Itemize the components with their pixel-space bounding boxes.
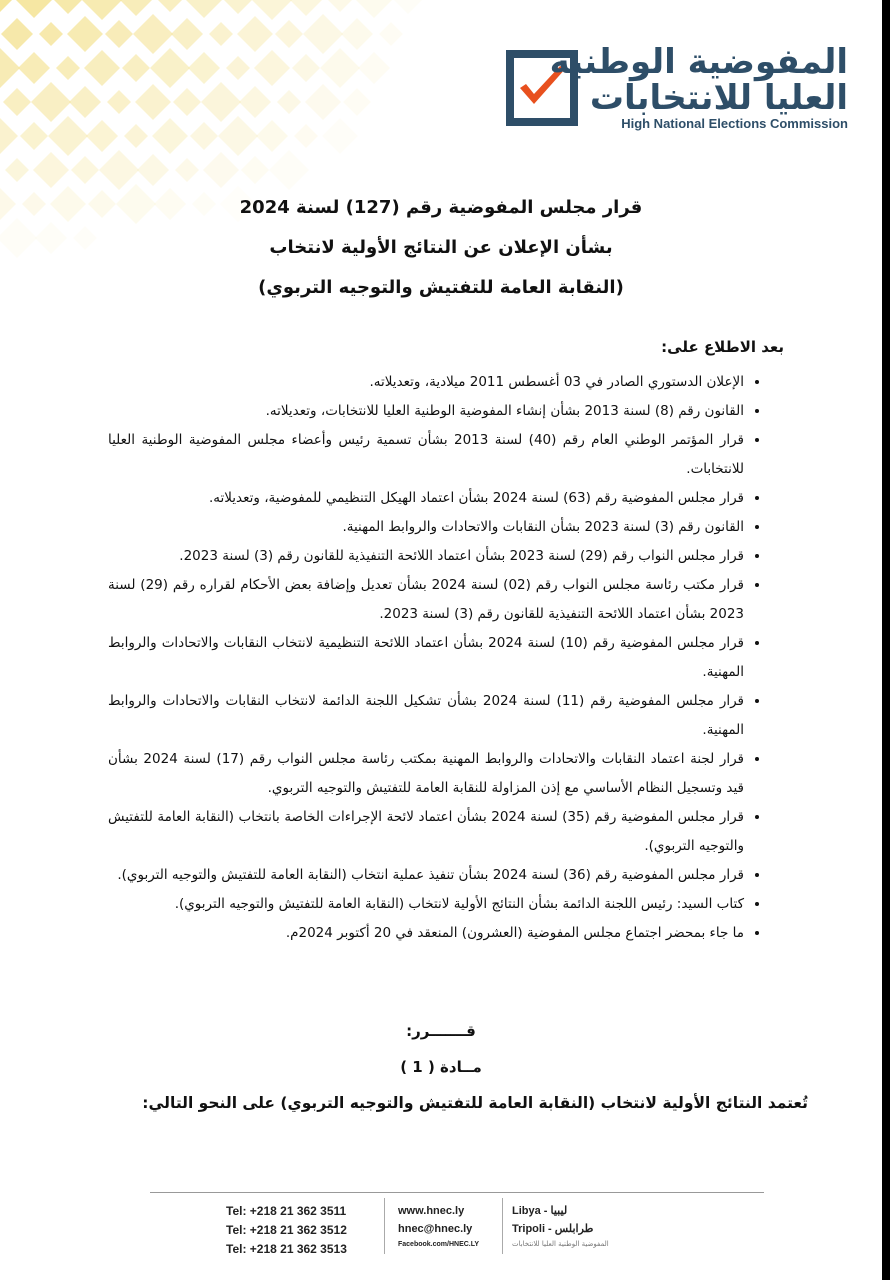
pattern-diamond [133,14,173,54]
pattern-diamond [320,48,360,88]
pattern-diamond [3,88,31,116]
pattern-diamond [122,54,150,82]
website-link[interactable]: www.hnec.ly [398,1205,465,1217]
pattern-diamond [150,48,190,88]
pattern-diamond [254,50,290,86]
pattern-diamond [269,150,309,190]
decision-heading: قـــــــرر: [406,1022,476,1040]
pattern-diamond [39,22,63,46]
pattern-diamond [5,158,29,182]
pattern-diamond [0,118,18,154]
pattern-diamond [290,0,322,16]
pattern-diamond [277,90,301,114]
pattern-diamond [305,84,341,120]
pattern-diamond [18,52,50,84]
pattern-diamond [294,124,318,148]
pattern-diamond [120,0,152,16]
list-item: • قرار مجلس المفوضية رقم (63) لسنة 2024 بشأن اعتماد الهيكل التنظيمي للمفوضية، وتعديلاته. [108,484,744,513]
pattern-diamond [186,0,222,18]
list-item: • قرار مكتب رئاسة مجلس النواب رقم (02) لسنة 2024 بشأن تعديل وإضافة بعض الأحكام لقراره رقم (29) لسنة 2023 بشأن اعتماد اللائحة التنفيذية للقانون رقم (3) لسنة 2023. [108,571,744,629]
list-item: • قرار المؤتمر الوطني العام رقم (40) لسنة 2013 بشأن تسمية رئيس وأعضاء مجلس المفوضية الوطنية العليا للانتخابات. [108,426,744,484]
pattern-diamond [394,0,422,14]
pattern-diamond [379,22,403,46]
logo-arabic-line2: العليا للانتخابات [589,78,848,118]
facebook-link[interactable]: Facebook.com/HNEC.LY [398,1241,480,1248]
list-item: • كتاب السيد: رئيس اللجنة الدائمة بشأن النتائج الأولية لانتخاب (النقابة العامة للتفتيش والتوجيه التربوي). [108,890,744,919]
pattern-diamond [135,84,171,120]
pattern-diamond [239,86,271,118]
pattern-diamond [137,154,169,186]
pattern-diamond [33,152,69,188]
pattern-diamond [56,56,80,80]
footer-web [398,1202,479,1252]
pattern-diamond [107,90,131,114]
pattern-diamond [328,0,352,12]
hnec-logo [500,40,860,140]
pattern-diamond [54,0,82,14]
pattern-diamond [86,120,118,152]
phone-3: Tel: +218 21 362 3513 [226,1242,347,1256]
pattern-diamond [69,86,101,118]
footer-separator [502,1198,503,1254]
city-label: Tripoli - طرابلس [512,1223,594,1235]
list-item: • قرار مجلس المفوضية رقم (35) لسنة 2024 بشأن اعتماد لائحة الإجراءات الخاصة بانتخاب (النقابة العامة للتفتيش والتوجيه التربوي). [108,803,744,861]
pattern-diamond [152,118,188,154]
pattern-diamond [218,116,258,156]
pattern-diamond [356,0,392,18]
country-label: Libya - ليبيا [512,1205,568,1217]
pattern-diamond [322,118,358,154]
pattern-diamond [0,48,20,88]
footer-divider [150,1192,764,1193]
pattern-diamond [241,156,269,184]
article-text: تُعتمد النتائج الأولية لانتخاب (النقابة العامة للتفتيش والتوجيه التربوي) على النحو التالي: [142,1094,808,1112]
article-heading: مــادة ( 1 ) [400,1058,482,1076]
pattern-diamond [203,152,239,188]
email-link[interactable]: hnec@hnec.ly [398,1223,473,1235]
pattern-diamond [0,0,12,12]
footer-location [512,1202,593,1238]
list-item: • القانون رقم (8) لسنة 2013 بشأن إنشاء المفوضية الوطنية العليا للانتخابات، وتعديلاته. [108,397,744,426]
phone-1: Tel: +218 21 362 3511 [226,1204,347,1218]
list-item: • القانون رقم (3) لسنة 2023 بشأن النقابات والاتحادات والروابط المهنية. [108,513,744,542]
pattern-diamond [224,0,252,14]
footer-separator [384,1198,385,1254]
pattern-diamond [358,52,390,84]
list-item: • قرار لجنة اعتماد النقابات والاتحادات والروابط المهنية بمكتب رئاسة مجلس النواب رقم (17) لسنة 2024 بشأن قيد وتسجيل النظام الأساسي مع إذن المزاولة للنقابة العامة للتفتيش والتوجيه التربوي. [108,745,744,803]
pattern-diamond [226,56,250,80]
pattern-diamond [175,158,199,182]
preamble-list [108,368,784,948]
list-item: • الإعلان الدستوري الصادر في 03 أغسطس 2011 ميلادية، وتعديلاته. [108,368,744,397]
pattern-diamond [343,88,371,116]
pattern-diamond [292,54,320,82]
footer-phones [226,1202,347,1259]
pattern-diamond [67,16,103,52]
title-line-3: (النقابة العامة للتفتيش والتوجيه التربوي) [258,277,624,298]
pattern-diamond [48,116,88,156]
pattern-diamond [20,122,48,150]
pattern-diamond [190,122,218,150]
pattern-diamond [158,0,182,12]
pattern-diamond [341,18,373,50]
pattern-diamond [209,22,233,46]
pattern-diamond [16,0,52,18]
pattern-diamond [71,156,99,184]
title-line-2: بشأن الإعلان عن النتائج الأولية لانتخاب [269,237,613,258]
pattern-diamond [31,82,71,122]
list-item: • قرار مجلس المفوضية رقم (10) لسنة 2024 بشأن اعتماد اللائحة التنظيمية لانتخاب النقابات والاتحادات والروابط المهنية. [108,629,744,687]
preamble-lead: بعد الاطلاع على: [661,338,784,356]
pattern-diamond [124,124,148,148]
preamble-section [108,338,784,948]
pattern-diamond [171,18,203,50]
pattern-diamond [237,16,273,52]
pattern-diamond [84,50,120,86]
pattern-diamond [252,0,292,20]
pattern-diamond [1,18,33,50]
list-item: • قرار مجلس المفوضية رقم (36) لسنة 2024 بشأن تنفيذ عملية انتخاب (النقابة العامة للتفتيش والتوجيه التربوي). [108,861,744,890]
phone-2: Tel: +218 21 362 3512 [226,1223,347,1237]
pattern-diamond [188,52,220,84]
pattern-diamond [105,20,133,48]
logo-english-name: High National Elections Commission [621,116,848,131]
logo-arabic-line1: المفوضية الوطنية [549,42,848,82]
list-item: • قرار مجلس المفوضية رقم (11) لسنة 2024 بشأن تشكيل اللجنة الدائمة لانتخاب النقابات والاتحادات والروابط المهنية. [108,687,744,745]
list-item: • قرار مجلس النواب رقم (29) لسنة 2023 بشأن اعتماد اللائحة التنفيذية للقانون رقم (3) لسنة 2023. [108,542,744,571]
pattern-diamond [256,120,288,152]
pattern-diamond [173,88,201,116]
document-title-block [0,188,882,308]
list-item: • ما جاء بمحضر اجتماع مجلس المفوضية (العشرون) المنعقد في 20 أكتوبر 2024م. [108,919,744,948]
pattern-diamond [82,0,122,20]
pattern-diamond [275,20,303,48]
pattern-diamond [201,82,241,122]
title-line-1: قرار مجلس المفوضية رقم (127) لسنة 2024 [239,197,643,218]
footer-arabic-note: المفوضية الوطنية العليا للانتخابات [512,1240,609,1248]
pattern-diamond [99,150,139,190]
pattern-diamond [303,14,343,54]
